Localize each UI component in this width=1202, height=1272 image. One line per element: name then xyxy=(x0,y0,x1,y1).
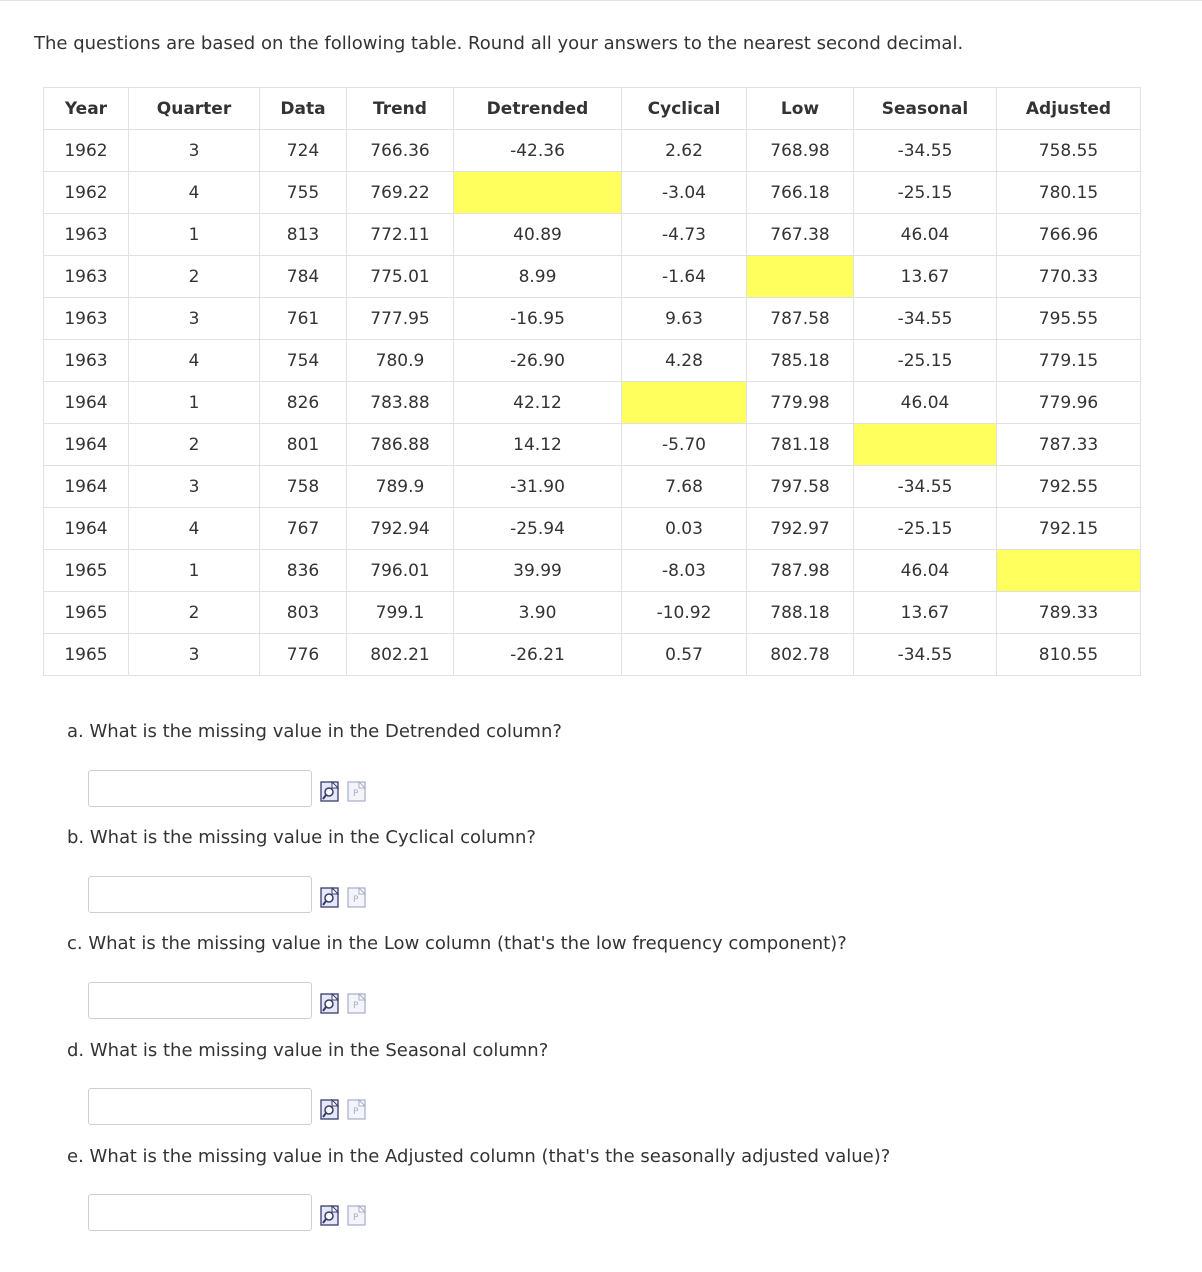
table-cell: 779.15 xyxy=(997,340,1141,382)
table-cell: 46.04 xyxy=(854,382,997,424)
table-cell: -25.94 xyxy=(454,508,622,550)
table-cell: 13.67 xyxy=(854,592,997,634)
table-row xyxy=(44,214,1141,256)
table-row xyxy=(44,130,1141,172)
table-cell: 13.67 xyxy=(854,256,997,298)
column-header: Trend xyxy=(347,88,454,130)
table-cell: -10.92 xyxy=(622,592,747,634)
missing-value-cell xyxy=(622,382,747,424)
preview-icon[interactable] xyxy=(320,1205,340,1227)
table-cell: 2 xyxy=(129,592,260,634)
preview-icon[interactable] xyxy=(320,1099,340,1121)
table-row xyxy=(44,634,1141,676)
table-cell: 1 xyxy=(129,382,260,424)
table-cell: 775.01 xyxy=(347,256,454,298)
table-cell: 1964 xyxy=(44,466,129,508)
table-cell: 788.18 xyxy=(747,592,854,634)
table-cell: 761 xyxy=(260,298,347,340)
table-cell: -1.64 xyxy=(622,256,747,298)
table-cell: 789.33 xyxy=(997,592,1141,634)
table-cell: 802.21 xyxy=(347,634,454,676)
table-cell: -42.36 xyxy=(454,130,622,172)
svg-text:P: P xyxy=(353,1107,359,1117)
question-text: b. What is the missing value in the Cyclical column? xyxy=(67,827,536,848)
table-cell: 1965 xyxy=(44,592,129,634)
column-header: Data xyxy=(260,88,347,130)
table-cell: 777.95 xyxy=(347,298,454,340)
table-cell: 785.18 xyxy=(747,340,854,382)
table-cell: 787.33 xyxy=(997,424,1141,466)
table-cell: 1963 xyxy=(44,214,129,256)
table-cell: -25.15 xyxy=(854,340,997,382)
formula-icon[interactable] xyxy=(347,781,367,803)
table-cell: 783.88 xyxy=(347,382,454,424)
table-cell: 1964 xyxy=(44,508,129,550)
table-cell: 1 xyxy=(129,214,260,256)
table-cell: 1962 xyxy=(44,130,129,172)
table-cell: 836 xyxy=(260,550,347,592)
table-cell: 776 xyxy=(260,634,347,676)
table-cell: 46.04 xyxy=(854,214,997,256)
answer-input[interactable] xyxy=(88,1194,312,1231)
column-header: Detrended xyxy=(454,88,622,130)
table-cell: 7.68 xyxy=(622,466,747,508)
table-cell: 0.03 xyxy=(622,508,747,550)
table-cell: 789.9 xyxy=(347,466,454,508)
table-cell: 1965 xyxy=(44,634,129,676)
column-header: Year xyxy=(44,88,129,130)
table-cell: -25.15 xyxy=(854,172,997,214)
table-cell: 797.58 xyxy=(747,466,854,508)
table-cell: 792.97 xyxy=(747,508,854,550)
table-cell: -34.55 xyxy=(854,466,997,508)
svg-text:P: P xyxy=(353,789,359,799)
answer-input[interactable] xyxy=(88,1088,312,1125)
table-cell: -26.21 xyxy=(454,634,622,676)
table-cell: 2.62 xyxy=(622,130,747,172)
table-cell: 1963 xyxy=(44,256,129,298)
table-cell: 758.55 xyxy=(997,130,1141,172)
missing-value-cell xyxy=(854,424,997,466)
table-cell: 779.98 xyxy=(747,382,854,424)
table-cell: 4 xyxy=(129,340,260,382)
instructions-text: The questions are based on the following table. Round all your answers to the nearest second decimal. xyxy=(34,33,964,54)
table-cell: -16.95 xyxy=(454,298,622,340)
table-cell: 2 xyxy=(129,256,260,298)
table-cell: 766.18 xyxy=(747,172,854,214)
table-cell: 787.98 xyxy=(747,550,854,592)
table-header-row xyxy=(44,88,1141,130)
table-row xyxy=(44,550,1141,592)
table-cell: 792.15 xyxy=(997,508,1141,550)
table-cell: 1962 xyxy=(44,172,129,214)
preview-icon[interactable] xyxy=(320,781,340,803)
table-cell: 3 xyxy=(129,466,260,508)
table-cell: 1963 xyxy=(44,340,129,382)
table-cell: 779.96 xyxy=(997,382,1141,424)
data-table xyxy=(43,87,1141,676)
table-cell: 770.33 xyxy=(997,256,1141,298)
svg-text:P: P xyxy=(353,895,359,905)
top-divider xyxy=(0,0,1202,1)
table-cell: 767 xyxy=(260,508,347,550)
table-cell: 9.63 xyxy=(622,298,747,340)
table-cell: 792.94 xyxy=(347,508,454,550)
table-cell: 724 xyxy=(260,130,347,172)
table-cell: 46.04 xyxy=(854,550,997,592)
question-text: d. What is the missing value in the Seasonal column? xyxy=(67,1040,549,1061)
table-cell: 802.78 xyxy=(747,634,854,676)
table-row xyxy=(44,256,1141,298)
table-cell: 3.90 xyxy=(454,592,622,634)
table-cell: 40.89 xyxy=(454,214,622,256)
table-cell: -25.15 xyxy=(854,508,997,550)
table-cell: 781.18 xyxy=(747,424,854,466)
table-cell: 795.55 xyxy=(997,298,1141,340)
table-cell: 796.01 xyxy=(347,550,454,592)
table-cell: 4 xyxy=(129,508,260,550)
table-row xyxy=(44,172,1141,214)
table-cell: 799.1 xyxy=(347,592,454,634)
formula-icon[interactable] xyxy=(347,887,367,909)
missing-value-cell xyxy=(997,550,1141,592)
table-row xyxy=(44,382,1141,424)
table-body xyxy=(44,130,1141,676)
table-cell: 758 xyxy=(260,466,347,508)
table-cell: 780.15 xyxy=(997,172,1141,214)
table-cell: 826 xyxy=(260,382,347,424)
column-header: Cyclical xyxy=(622,88,747,130)
table-cell: 39.99 xyxy=(454,550,622,592)
table-cell: 0.57 xyxy=(622,634,747,676)
column-header: Adjusted xyxy=(997,88,1141,130)
table-cell: 3 xyxy=(129,634,260,676)
answer-input[interactable] xyxy=(88,982,312,1019)
answer-input[interactable] xyxy=(88,770,312,807)
formula-icon[interactable] xyxy=(347,1205,367,1227)
preview-icon[interactable] xyxy=(320,993,340,1015)
table-cell: 1964 xyxy=(44,382,129,424)
table-cell: -4.73 xyxy=(622,214,747,256)
table-cell: -34.55 xyxy=(854,634,997,676)
table-cell: 786.88 xyxy=(347,424,454,466)
table-row xyxy=(44,424,1141,466)
table-cell: 755 xyxy=(260,172,347,214)
table-row xyxy=(44,466,1141,508)
table-cell: 3 xyxy=(129,130,260,172)
table-cell: 792.55 xyxy=(997,466,1141,508)
table-cell: 772.11 xyxy=(347,214,454,256)
table-cell: 754 xyxy=(260,340,347,382)
table-cell: 8.99 xyxy=(454,256,622,298)
table-cell: -34.55 xyxy=(854,298,997,340)
table-row xyxy=(44,340,1141,382)
formula-icon[interactable] xyxy=(347,993,367,1015)
table-cell: -31.90 xyxy=(454,466,622,508)
table-cell: 810.55 xyxy=(997,634,1141,676)
table-cell: 4.28 xyxy=(622,340,747,382)
table-cell: 769.22 xyxy=(347,172,454,214)
table-cell: 780.9 xyxy=(347,340,454,382)
formula-icon[interactable] xyxy=(347,1099,367,1121)
table-cell: 766.96 xyxy=(997,214,1141,256)
table-cell: 766.36 xyxy=(347,130,454,172)
column-header: Low xyxy=(747,88,854,130)
table-cell: 1964 xyxy=(44,424,129,466)
table-row xyxy=(44,508,1141,550)
table-cell: 14.12 xyxy=(454,424,622,466)
table-cell: 1965 xyxy=(44,550,129,592)
table-cell: 767.38 xyxy=(747,214,854,256)
answer-input[interactable] xyxy=(88,876,312,913)
column-header: Quarter xyxy=(129,88,260,130)
table-row xyxy=(44,298,1141,340)
svg-text:P: P xyxy=(353,1001,359,1011)
table-cell: 768.98 xyxy=(747,130,854,172)
table-cell: -26.90 xyxy=(454,340,622,382)
question-text: a. What is the missing value in the Detrended column? xyxy=(67,721,562,742)
table-cell: 787.58 xyxy=(747,298,854,340)
table-cell: -5.70 xyxy=(622,424,747,466)
table-cell: 1 xyxy=(129,550,260,592)
missing-value-cell xyxy=(454,172,622,214)
table-cell: 803 xyxy=(260,592,347,634)
question-text: c. What is the missing value in the Low column (that's the low frequency component)? xyxy=(67,933,847,954)
question-text: e. What is the missing value in the Adjusted column (that's the seasonally adjusted value)? xyxy=(67,1146,891,1167)
missing-value-cell xyxy=(747,256,854,298)
table-cell: 2 xyxy=(129,424,260,466)
table-cell: 4 xyxy=(129,172,260,214)
table-cell: 784 xyxy=(260,256,347,298)
column-header: Seasonal xyxy=(854,88,997,130)
preview-icon[interactable] xyxy=(320,887,340,909)
table-cell: 801 xyxy=(260,424,347,466)
table-row xyxy=(44,592,1141,634)
table-cell: 3 xyxy=(129,298,260,340)
svg-text:P: P xyxy=(353,1213,359,1223)
table-cell: -34.55 xyxy=(854,130,997,172)
table-cell: 42.12 xyxy=(454,382,622,424)
table-cell: 813 xyxy=(260,214,347,256)
table-cell: 1963 xyxy=(44,298,129,340)
table-cell: -8.03 xyxy=(622,550,747,592)
table-cell: -3.04 xyxy=(622,172,747,214)
